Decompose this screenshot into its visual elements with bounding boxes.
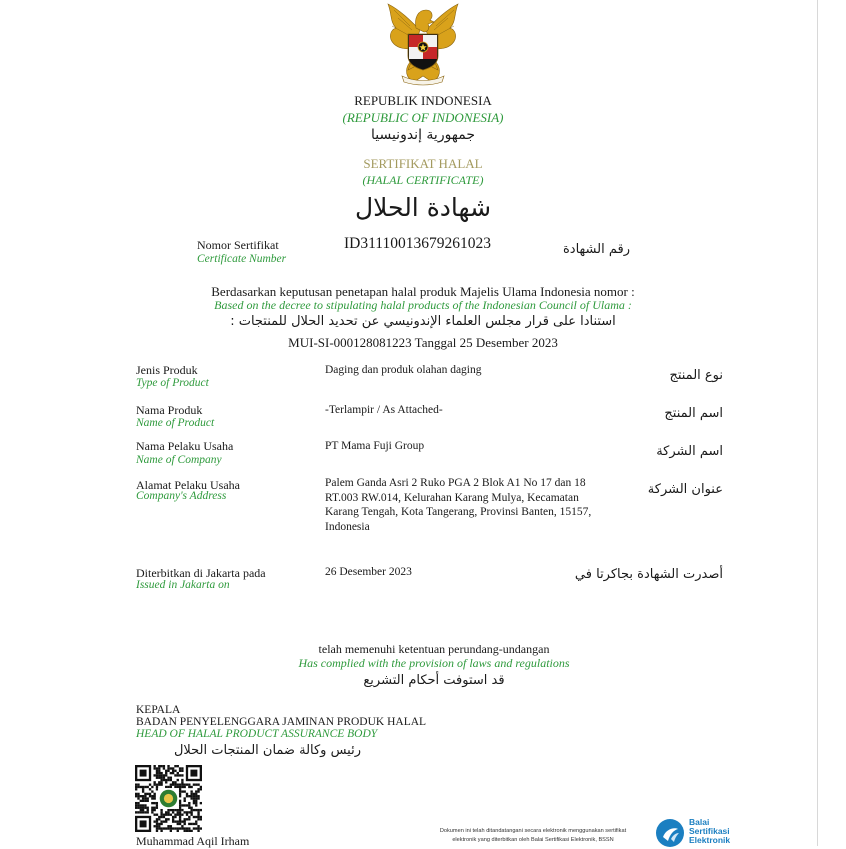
country-name-en: (REPUBLIC OF INDONESIA) — [342, 110, 504, 125]
certificate-title: SERTIFIKAT HALAL — [363, 156, 483, 171]
country-name-ar: جمهورية إندونيسيا — [370, 127, 476, 143]
signatory-agency: BADAN PENYELENGGARA JAMINAN PRODUK HALAL — [136, 716, 427, 728]
decree-line-ar: استنادا على قرار مجلس العلماء الإندونيسي عن تحديد الحلال للمنتجات : — [230, 314, 616, 329]
field-label-ar: اسم المنتج — [664, 406, 723, 421]
bsre-logo-icon — [654, 817, 686, 849]
certificate-title-en: (HALAL CERTIFICATE) — [362, 173, 484, 187]
compliance-line-en: Has complied with the provision of laws and regulations — [298, 656, 570, 670]
certificate-title-ar: شهادة الحلال — [354, 193, 492, 222]
certificate-number-label: Nomor Sertifikat — [197, 238, 279, 252]
garuda-emblem-icon — [380, 0, 466, 88]
compliance-line-ar: قد استوفت أحكام التشريع — [363, 673, 505, 688]
country-name: REPUBLIK INDONESIA — [354, 93, 492, 108]
signatory-agency-ar: رئيس وكالة ضمان المنتجات الحلال — [173, 743, 361, 758]
e-signature-notice-line: elektronik yang diterbitkan oleh Balai Sertifikasi Elektronik, BSSN — [452, 837, 614, 843]
signatory-title: KEPALA — [136, 704, 181, 716]
e-signature-notice — [418, 827, 648, 845]
field-value: 26 Desember 2023 — [325, 566, 412, 578]
field-label-ar: عنوان الشركة — [647, 482, 723, 497]
certificate-number-label-ar: رقم الشهادة — [563, 242, 630, 257]
bsre-text-line: Balai — [689, 817, 710, 827]
decree-reference: MUI-SI-000128081223 Tanggal 25 Desember 2023 — [288, 335, 558, 350]
field-value: -Terlampir / As Attached- — [325, 404, 443, 416]
bsre-logo-text — [689, 818, 730, 845]
field-label: Alamat Pelaku Usaha — [136, 478, 240, 492]
field-label: Nama Pelaku Usaha — [136, 439, 234, 453]
decree-line-en: Based on the decree to stipulating halal products of the Indonesian Council of Ulama : — [214, 298, 632, 312]
field-label-ar: اسم الشركة — [656, 444, 723, 459]
field-label-en: Type of Product — [136, 377, 209, 389]
field-value-address: Palem Ganda Asri 2 Ruko PGA 2 Blok A1 No 17 dan 18 RT.003 RW.014, Kelurahan Karang Mulya, Kecamatan Karang Tengah, Kota Tangerang, Provinsi Banten, 15157, Indonesia — [325, 477, 592, 533]
field-label-en: Company's Address — [136, 490, 227, 502]
e-signature-notice-line: Dokumen ini telah ditandatangani secara elektronik menggunakan sertifikat — [439, 828, 627, 834]
compliance-line: telah memenuhi ketentuan perundang-undangan — [318, 642, 550, 656]
field-value: Daging dan produk olahan daging — [325, 364, 482, 376]
signatory-agency-en: HEAD OF HALAL PRODUCT ASSURANCE BODY — [136, 728, 378, 740]
field-value: PT Mama Fuji Group — [325, 440, 425, 452]
field-label: Nama Produk — [136, 403, 203, 417]
field-label-en: Issued in Jakarta on — [136, 579, 230, 591]
field-label-en: Name of Product — [136, 417, 215, 429]
qr-code-icon — [135, 765, 202, 832]
signatory-name: Muhammad Aqil Irham — [136, 834, 250, 848]
field-label-ar: نوع المنتج — [669, 368, 723, 383]
decree-line: Berdasarkan keputusan penetapan halal produk Majelis Ulama Indonesia nomor : — [211, 284, 635, 299]
field-label-en: Name of Company — [136, 454, 222, 466]
certificate-number-label-en: Certificate Number — [197, 253, 287, 265]
certificate-number: ID31110013679261023 — [344, 235, 491, 252]
field-label: Diterbitkan di Jakarta pada — [136, 566, 266, 580]
bsre-text-line: Sertifikasi — [689, 826, 730, 836]
field-label: Jenis Produk — [136, 363, 198, 377]
bsre-text-line: Elektronik — [689, 835, 731, 845]
field-label-ar: أصدرت الشهادة بجاكرتا في — [574, 567, 723, 582]
